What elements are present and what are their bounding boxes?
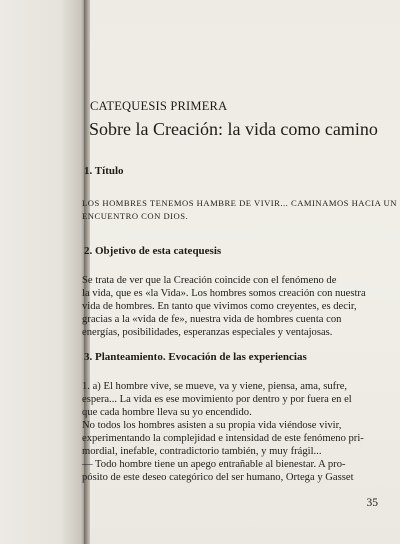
section-2-line: vida de hombres. En tanto que vivimos como creyentes, es decir, — [82, 301, 357, 312]
section-heading-2: 2. Objetivo de esta catequesis — [84, 245, 222, 257]
section-2-line: la vida, que es «la Vida». Los hombres somos creación con nuestra — [82, 288, 366, 299]
book-page — [82, 0, 400, 544]
section-3-line: pósito de este deseo categórico del ser humano, Ortega y Gasset — [82, 472, 354, 483]
section-heading-3: 3. Planteamiento. Evocación de las experiencias — [84, 351, 307, 363]
section-3-line: 1. a) El hombre vive, se mueve, va y viene, piensa, ama, sufre, — [82, 381, 348, 392]
section-3-line: mordial, inefable, contradictorio también, y muy frágil... — [82, 446, 322, 457]
section-1-line: LOS HOMBRES TENEMOS HAMBRE DE VIVIR... CAMINAMOS HACIA UN — [82, 198, 397, 208]
section-3-line: experimentando la complejidad e intensidad de este fenómeno pri- — [82, 433, 364, 444]
facing-page-edge — [0, 0, 86, 544]
section-2-line: gracias a la «vida de fe», nuestra vida de hombres cuenta con — [82, 314, 342, 325]
section-3-line: — Todo hombre tiene un apego entrañable al bienestar. A pro- — [82, 459, 346, 470]
section-3-line: No todos los hombres asisten a su propia vida viéndose vivir, — [82, 420, 342, 431]
chapter-kicker: CATEQUESIS PRIMERA — [90, 99, 228, 113]
section-1-line: ENCUENTRO CON DIOS. — [82, 211, 189, 221]
page-number: 35 — [366, 497, 378, 509]
section-heading-1: 1. Título — [84, 165, 124, 177]
section-3-line: que cada hombre lleva su yo encendido. — [82, 407, 252, 418]
section-2-line: Se trata de ver que la Creación coincide con el fenómeno de — [82, 275, 337, 286]
chapter-title: Sobre la Creación: la vida como camino — [89, 119, 378, 139]
section-2-line: energías, posibilidades, esperanzas especiales y ventajosas. — [82, 327, 333, 338]
section-3-line: espera... La vida es ese movimiento por dentro y por fuera en el — [82, 394, 352, 405]
